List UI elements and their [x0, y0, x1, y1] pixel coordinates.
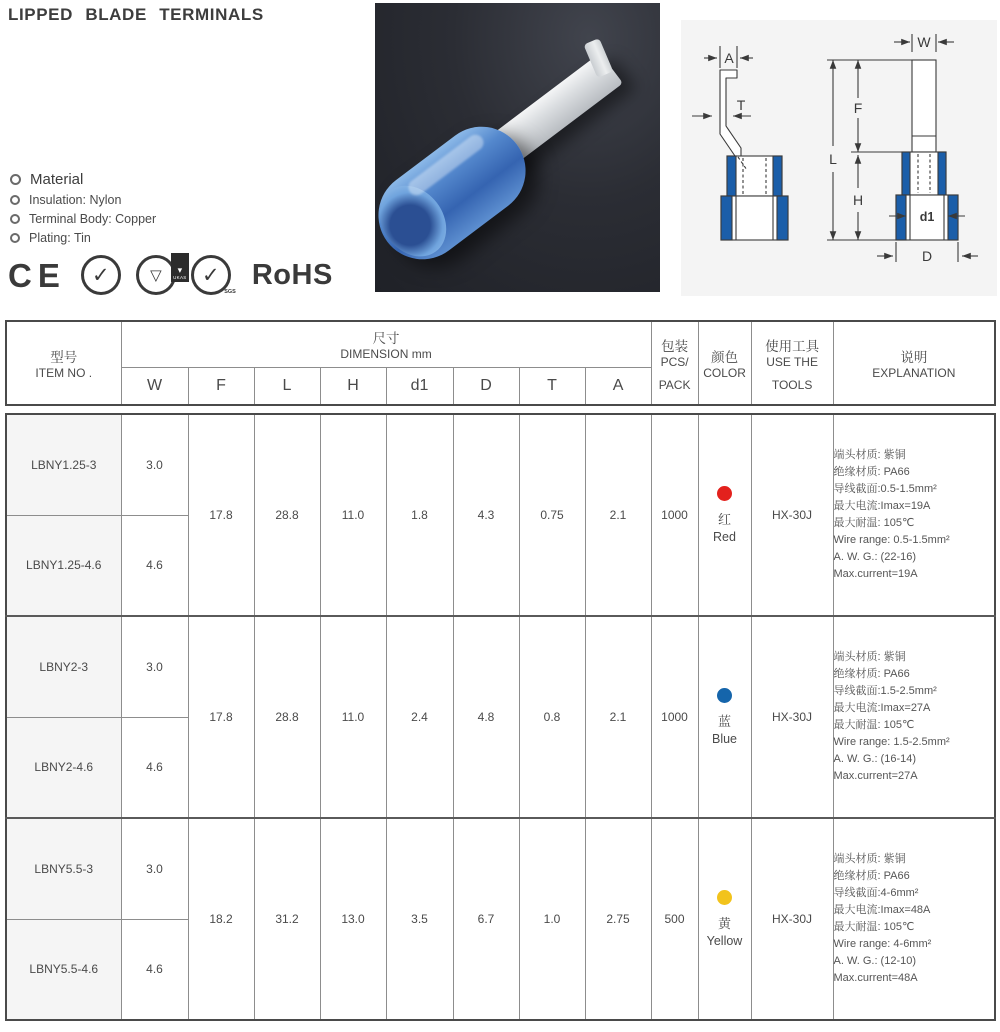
explanation-line: A. W. G.: (16-14)	[833, 753, 917, 766]
explanation-line: 导线截面:4-6mm²	[833, 886, 919, 899]
product-photo	[375, 3, 660, 292]
pack-value: 1000	[651, 616, 698, 818]
color-dot	[717, 486, 732, 501]
header-pack-en1: PCS/	[660, 354, 689, 369]
header-color-en: COLOR	[703, 366, 746, 380]
color-name-zh: 蓝	[717, 714, 731, 729]
explanation-line: 端头材质: 紫铜	[833, 650, 906, 663]
dim-label-d: D	[921, 248, 933, 264]
dim-label-h: H	[852, 192, 864, 208]
tool-value: HX-30J	[751, 818, 833, 1020]
explanation-line: 导线截面:0.5-1.5mm²	[833, 482, 937, 495]
dim-a-value: 2.1	[585, 616, 651, 818]
bullet-icon	[10, 195, 20, 205]
table-row	[6, 818, 995, 919]
sleeve-highlight	[405, 132, 487, 199]
explanation-line: 绝缘材质: PA66	[833, 869, 910, 882]
dim-w-value: 3.0	[121, 414, 188, 515]
dim-w-value: 3.0	[121, 616, 188, 717]
header-dim-w: W	[121, 367, 188, 405]
explanation-line: A. W. G.: (22-16)	[833, 551, 917, 564]
color-name-en: Red	[713, 530, 736, 544]
page-title: LIPPED BLADE TERMINALS	[8, 5, 264, 24]
header-dimension-zh: 尺寸	[372, 331, 400, 347]
explanation-line: Wire range: 1.5-2.5mm²	[833, 736, 950, 749]
header-item-no	[6, 321, 121, 405]
header-dim-h: H	[320, 367, 386, 405]
certification-row	[8, 252, 333, 298]
color-name-zh: 黄	[717, 916, 731, 931]
dim-label-w: W	[917, 34, 931, 50]
header-tools-en2: TOOLS	[771, 377, 813, 392]
dim-f-value: 17.8	[188, 414, 254, 616]
explanation-line: 最大耐温: 105℃	[833, 517, 915, 529]
dim-d1-value: 2.4	[386, 616, 453, 818]
blade-lip-image	[583, 38, 613, 78]
dim-label-d1: d1	[919, 210, 935, 224]
ce-mark-icon: CE	[8, 256, 66, 294]
header-dim-d1: d1	[386, 367, 453, 405]
dim-d1-value: 1.8	[386, 414, 453, 616]
explanation-line: 绝缘材质: PA66	[833, 667, 910, 680]
explanation-line: Max.current=48A	[833, 972, 918, 985]
bullet-icon	[10, 214, 20, 224]
header-pack-en2: PACK	[658, 377, 691, 392]
item-code: LBNY5.5-4.6	[6, 919, 121, 1020]
dim-a-value: 2.1	[585, 414, 651, 616]
material-item	[10, 193, 156, 207]
explanation-line: 最大电流:Imax=48A	[833, 903, 931, 916]
check-icon: ✓	[202, 263, 220, 287]
table-row	[6, 616, 995, 717]
dim-w-value: 4.6	[121, 717, 188, 818]
explanation-line: 最大电流:Imax=19A	[833, 499, 931, 512]
sgs-label: SGS	[224, 289, 236, 295]
color-dot	[717, 890, 732, 905]
explanation-line: Wire range: 4-6mm²	[833, 938, 932, 951]
item-code: LBNY1.25-3	[6, 414, 121, 515]
dim-t-value: 0.75	[519, 414, 585, 616]
bullet-icon	[10, 233, 20, 243]
dim-w-value: 4.6	[121, 919, 188, 1020]
explanation-cell	[833, 616, 995, 818]
header-dimension	[121, 321, 651, 367]
header-explanation-en: EXPLANATION	[872, 366, 956, 380]
header-tools-zh: 使用工具	[765, 338, 820, 354]
explanation-line: 导线截面:1.5-2.5mm²	[833, 684, 937, 697]
material-item	[10, 212, 156, 226]
color-name-en: Yellow	[706, 934, 743, 948]
iso-ukas-cert-icon	[136, 255, 187, 295]
item-code: LBNY1.25-4.6	[6, 515, 121, 616]
dim-label-f: F	[853, 100, 863, 116]
dim-d-value: 6.7	[453, 818, 519, 1020]
dim-f-value: 18.2	[188, 818, 254, 1020]
rohs-label: RoHS	[251, 258, 333, 291]
explanation-line: Max.current=27A	[833, 770, 918, 783]
dim-label-l: L	[829, 151, 837, 167]
color-cell	[698, 414, 751, 616]
explanation-cell	[833, 414, 995, 616]
item-code: LBNY2-4.6	[6, 717, 121, 818]
item-code: LBNY2-3	[6, 616, 121, 717]
bullet-icon	[10, 174, 21, 185]
color-cell	[698, 616, 751, 818]
color-cell	[698, 818, 751, 1020]
header-item-no-zh: 型号	[50, 350, 78, 365]
dim-d1-value: 3.5	[386, 818, 453, 1020]
explanation-line: 最大耐温: 105℃	[833, 719, 915, 731]
header-dim-d: D	[453, 367, 519, 405]
header-dim-t: T	[519, 367, 585, 405]
dim-t-value: 0.8	[519, 616, 585, 818]
explanation-line: 最大电流:Imax=27A	[833, 701, 931, 714]
dim-a-value: 2.75	[585, 818, 651, 1020]
dim-t-value: 1.0	[519, 818, 585, 1020]
ukas-label: UKAS	[173, 275, 187, 280]
explanation-line: 绝缘材质: PA66	[833, 465, 910, 478]
header-explanation	[833, 321, 995, 405]
header-explanation-zh: 说明	[900, 350, 928, 365]
weee-compliant-icon	[81, 255, 121, 295]
header-item-no-en: ITEM NO .	[35, 366, 93, 380]
header-dimension-en: DIMENSION mm	[340, 347, 432, 362]
dim-h-value: 13.0	[320, 818, 386, 1020]
material-item-label: Insulation: Nylon	[29, 193, 122, 207]
explanation-line: Wire range: 0.5-1.5mm²	[833, 534, 950, 547]
header-pack	[651, 321, 698, 405]
tool-value: HX-30J	[751, 414, 833, 616]
color-dot	[717, 688, 732, 703]
header-dim-f: F	[188, 367, 254, 405]
crown-icon: ▾	[177, 265, 183, 275]
material-heading: Material	[30, 171, 84, 188]
dim-w-value: 3.0	[121, 818, 188, 919]
header-dim-a: A	[585, 367, 651, 405]
item-code: LBNY5.5-3	[6, 818, 121, 919]
header-color	[698, 321, 751, 405]
dim-d-value: 4.8	[453, 616, 519, 818]
dimension-diagram	[681, 20, 997, 296]
material-section	[10, 166, 156, 250]
dim-l-value: 31.2	[254, 818, 320, 1020]
dim-d-value: 4.3	[453, 414, 519, 616]
spec-table-header	[5, 320, 996, 406]
explanation-cell	[833, 818, 995, 1020]
dim-label-t: T	[736, 97, 746, 113]
material-item-label: Plating: Tin	[29, 231, 91, 245]
dim-h-value: 11.0	[320, 414, 386, 616]
material-item	[10, 231, 156, 245]
pack-value: 1000	[651, 414, 698, 616]
dim-h-value: 11.0	[320, 616, 386, 818]
color-name-en: Blue	[711, 732, 738, 746]
table-row	[6, 414, 995, 515]
dim-l-value: 28.8	[254, 616, 320, 818]
header-dim-l: L	[254, 367, 320, 405]
dim-f-value: 17.8	[188, 616, 254, 818]
header-pack-zh: 包装	[661, 338, 689, 354]
ukas-box-icon	[171, 253, 189, 282]
material-heading-row	[10, 171, 156, 188]
explanation-line: 最大耐温: 105℃	[833, 921, 915, 933]
dimension-diagram-svg	[681, 20, 997, 296]
sgs-cert-icon	[191, 255, 236, 295]
explanation-line: A. W. G.: (12-10)	[833, 955, 917, 968]
explanation-line: 端头材质: 紫铜	[833, 448, 906, 461]
shield-icon: ▽	[150, 266, 162, 284]
explanation-line: Max.current=19A	[833, 568, 918, 581]
color-name-zh: 红	[717, 512, 731, 527]
dim-w-value: 4.6	[121, 515, 188, 616]
spec-table-body	[5, 413, 996, 1021]
check-icon: ✓	[92, 263, 110, 287]
material-item-label: Terminal Body: Copper	[29, 212, 157, 226]
header-tools-en1: USE THE	[766, 354, 818, 369]
header-color-zh: 颜色	[711, 350, 739, 365]
dim-l-value: 28.8	[254, 414, 320, 616]
tool-value: HX-30J	[751, 616, 833, 818]
dim-label-a: A	[724, 50, 734, 66]
explanation-line: 端头材质: 紫铜	[833, 852, 906, 865]
header-tools	[751, 321, 833, 405]
pack-value: 500	[651, 818, 698, 1020]
